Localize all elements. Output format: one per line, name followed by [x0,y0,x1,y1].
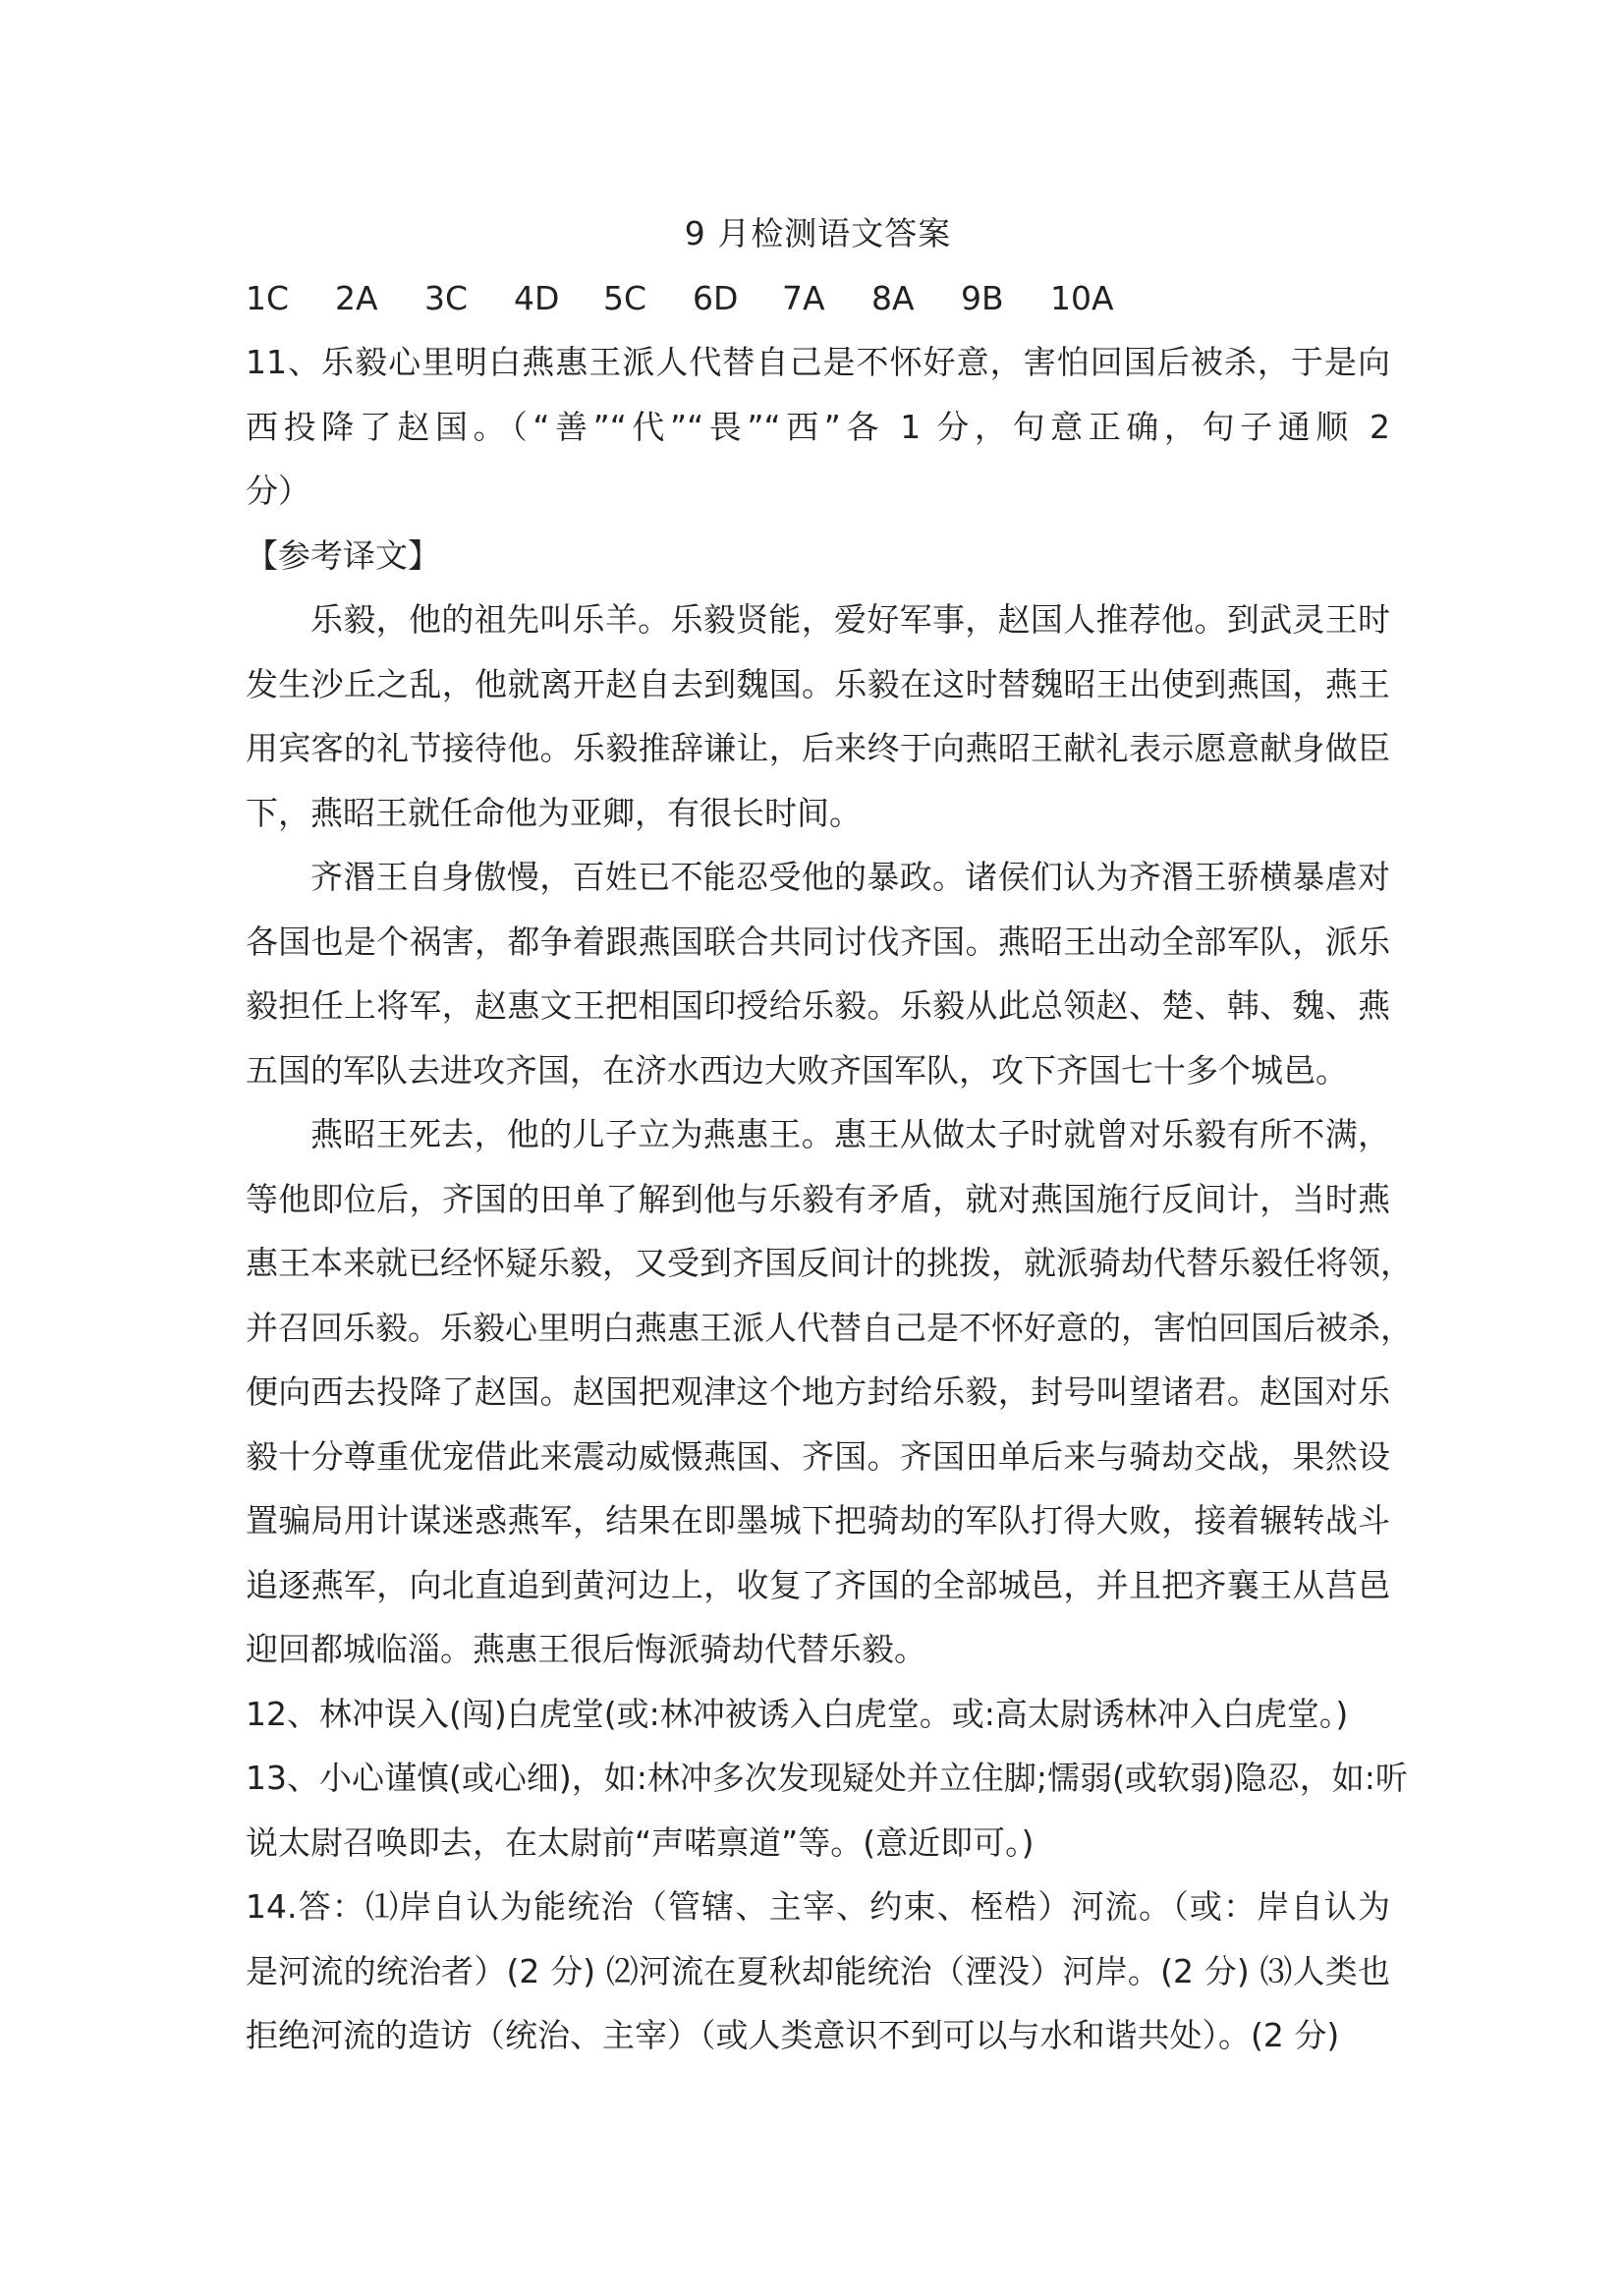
answer-item: 5C [603,278,647,317]
multiple-choice-answers [246,266,1390,331]
text-line: 西投降了赵国。（“善”“代”“畏”“西”各 1 分，句意正确，句子通顺 2 [246,407,1390,446]
translation-paragraph-3 [246,1102,1413,1682]
answer-item: 2A [335,278,378,317]
text-line: 五国的军队去进攻齐国，在济水西边大败齐国军队，攻下齐国七十多个城邑。 [246,1050,1348,1090]
answer-item: 7A [782,278,825,317]
question-14-answer [246,1875,1390,2068]
answer-item: 6D [693,278,739,317]
translation-heading: 【参考译文】 [246,535,440,575]
text-line: 等他即位后，齐国的田单了解到他与乐毅有矛盾，就对燕国施行反间计，当时燕 [246,1179,1390,1218]
question-11-answer [246,330,1390,524]
text-line: 14.答：⑴岸自认为能统治（管辖、主宰、约束、桎梏）河流。（或：岸自认为 [246,1887,1390,1926]
text-line: 分） [246,472,310,510]
text-line: 发生沙丘之乱，他就离开赵自去到魏国。乐毅在这时替魏昭王出使到燕国，燕王 [246,664,1390,703]
answer-item: 9B [961,278,1004,317]
text-line: 置骗局用计谋迷惑燕军，结果在即墨城下把骑劫的军队打得大败，接着辗转战斗 [246,1501,1390,1540]
answer-item: 3C [424,278,469,317]
text-line: 惠王本来就已经怀疑乐毅，又受到齐国反间计的挑拨，就派骑劫代替乐毅任将领， [246,1244,1413,1282]
text-line: 毅十分尊重优宠借此来震动威慑燕国、齐国。齐国田单后来与骑劫交战，果然设 [246,1436,1390,1476]
text-line: 说太尉召唤即去，在太尉前“声喏禀道”等。(意近即可。) [246,1822,1035,1862]
text-line: 燕昭王死去，他的儿子立为燕惠王。惠王从做太子时就曾对乐毅有所不满， [310,1115,1390,1153]
question-13-answer [246,1746,1408,1875]
answer-item: 8A [871,278,915,317]
text-line: 11、乐毅心里明白燕惠王派人代替自己是不怀好意，害怕回国后被杀，于是向 [246,343,1390,381]
text-line: 13、小心谨慎(或心细)，如:林冲多次发现疑处并立住脚;懦弱(或软弱)隐忍，如:听 [246,1759,1408,1797]
text-line: 乐毅，他的祖先叫乐羊。乐毅贤能，爱好军事，赵国人推荐他。到武灵王时 [310,600,1390,639]
text-line: 各国也是个祸害，都争着跟燕国联合共同讨伐齐国。燕昭王出动全部军队，派乐 [246,922,1390,961]
translation-paragraph-2 [246,845,1390,1102]
text-line: 便向西去投降了赵国。赵国把观津这个地方封给乐毅，封号叫望诸君。赵国对乐 [246,1372,1390,1411]
text-line: 毅担任上将军，赵惠文王把相国印授给乐毅。乐毅从此总领赵、楚、韩、魏、燕 [246,986,1390,1025]
document-title: 9 月检测语文答案 [684,214,952,252]
answer-document [246,201,1413,2068]
text-line: 拒绝河流的造访（统治、主宰）（或人类意识不到可以与水和谐共处）。(2 分) [246,2016,1340,2054]
answer-item: 10A [1050,278,1114,317]
text-line: 并召回乐毅。乐毅心里明白燕惠王派人代替自己是不怀好意的，害怕回国后被杀， [246,1308,1413,1347]
text-line: 追逐燕军，向北直追到黄河边上，收复了齐国的全部城邑，并且把齐襄王从莒邑 [246,1565,1390,1604]
answer-item: 4D [514,278,560,317]
answer-item: 1C [246,278,290,317]
text-line: 是河流的统治者）(2 分) ⑵河流在夏秋却能统治（湮没）河岸。(2 分) ⑶人类也 [246,1951,1390,1990]
text-line: 下，燕昭王就任命他为亚卿，有很长时间。 [246,793,862,832]
translation-paragraph-1 [246,588,1390,845]
text-line: 用宾客的礼节接待他。乐毅推辞谦让，后来终于向燕昭王献礼表示愿意献身做臣 [246,729,1390,767]
text-line: 迎回都城临淄。燕惠王很后悔派骑劫代替乐毅。 [246,1630,926,1668]
text-line: 齐湣王自身傲慢，百姓已不能忍受他的暴政。诸侯们认为齐湣王骄横暴虐对 [310,858,1390,896]
question-12-answer: 12、林冲误入(闯)白虎堂(或:林冲被诱入白虎堂。或:高太尉诱林冲入白虎堂。) [246,1694,1349,1733]
